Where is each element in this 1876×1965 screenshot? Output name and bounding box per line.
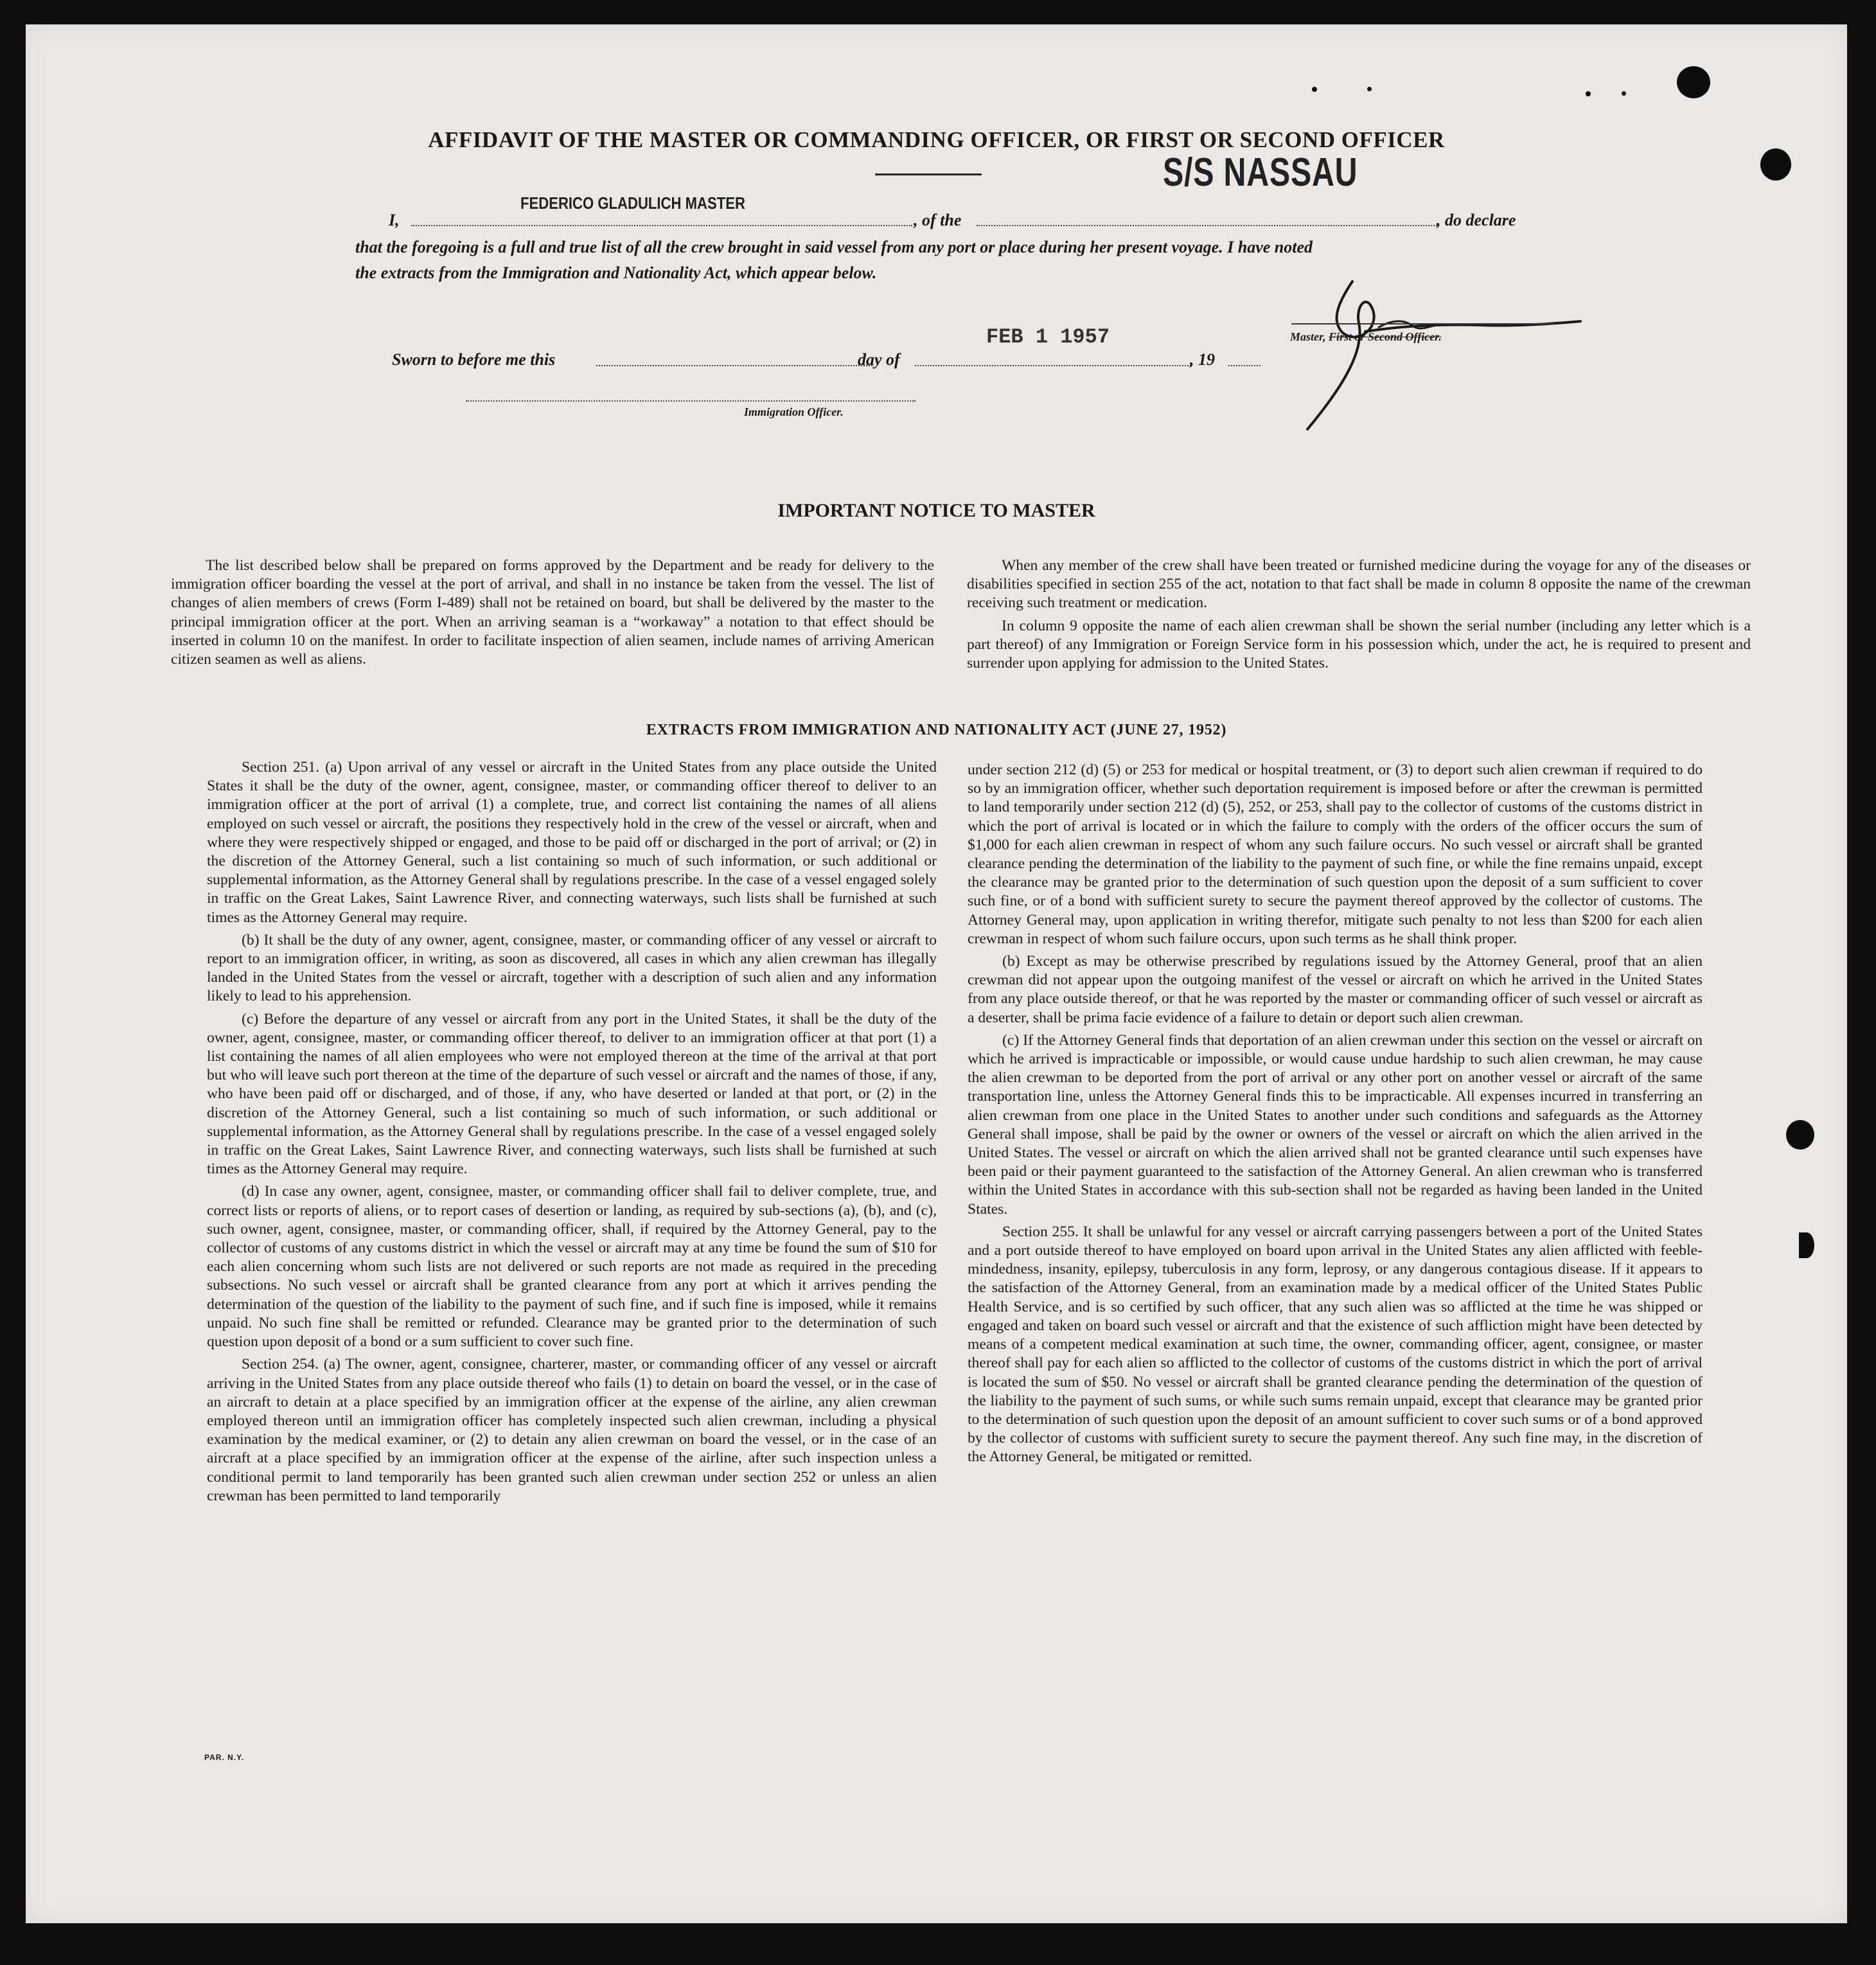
of-the-label: , of the — [914, 211, 962, 229]
section-254-c: (c) If the Attorney General finds that deportation of an alien crewman under this section on the vessel or aircraft on which he arrived is impracticable or impossible, or would cause undue hardship to such alien crewman, he may cause the alien crewman to be deported from the port of arrival or any other port on another vessel or aircraft of the same transportation line, unless the Attorney General finds this to be impracticable. All expenses incurred in transferring an alien crewman from one place in the United States to another under such conditions and safeguards as the Attorney General shall impose, shall be paid by the owner or owners of the vessel or aircraft on which the alien arrived in the United States. The vessel or aircraft on which the alien arrived shall not be granted clearance until such expenses have been paid or their payment guaranteed to the satisfaction of the Attorney General. An alien crewman who is transferred within the United States in accordance with this sub-section shall not be regarded as having been landed in the United States. — [968, 1031, 1703, 1218]
section-254-b: (b) Except as may be otherwise prescribed by regulations issued by the Attorney General, proof that an alien crewman did not appear upon the outgoing manifest of the vessel or aircraft on which he arrived in the United States from any place outside thereof, or that he was reported by the master or commanding officer of such vessel or aircraft as a deserter, shall be prima facie evidence of a failure to detain or deport such alien crewman. — [968, 953, 1703, 1026]
extracts-right-column — [968, 761, 1703, 1471]
section-251-c: (c) Before the departure of any vessel or aircraft from any port in the United States, it shall be the duty of the owner, agent, consignee, master, or commanding officer thereof, to deliver to an immigration officer at that port (1) a list containing the names of all alien employees who were not employed thereon at the time of the arrival at that port but who will leave such port thereon at the time of the departure of such vessel or aircraft and the names of those, if any, who have been paid off or discharged, and of those, if any, who have deserted or landed at that port, or (2) in the discretion of the Attorney General, such a list containing so much of such information, or such additional or supplemental information, as the Attorney General shall by regulations prescribe. In the case of a vessel engaged solely in traffic on the Great Lakes, Saint Lawrence River, and connecting waterways, such lists shall be furnished at such times as the Attorney General may require. — [207, 1010, 937, 1178]
year-label: , 19 — [1190, 350, 1215, 369]
extracts-left-column — [207, 758, 937, 1509]
day-of-label: day of — [858, 350, 900, 369]
section-254-a-continued: under section 212 (d) (5) or 253 for medical or hospital treatment, or (3) to deport such alien crewman if required to do so by an immigration officer, whether such deportation requirement is imposed before or after the crewman is permitted to land temporarily under section 212 (d) (5), 252, or 253, shall pay to the collector of customs of the customs district in which the port of arrival is located or in which the failure to comply with the orders of the officer occurs the sum of $1,000 for each alien crewman in respect of whom any such failure occurs. No such vessel or aircraft shall be granted clearance pending the determination of the liability to the payment of such fine, or while the fine remains unpaid, except the clearance may be granted prior to the determination of such question upon the deposit of a sum sufficient to cover such fine, or of a bond with sufficient surety to secure the payment thereof approved by the collector of customs. The Attorney General may, upon application in writing therefor, mitigate such penalty to not less than $200 for each alien crewman in respect of whom such failure occurs, upon such terms as he shall think proper. — [968, 761, 1703, 947]
vessel-name-stamp: S/S NASSAU — [1163, 150, 1358, 195]
speck — [1312, 87, 1317, 92]
sworn-day-blank — [596, 365, 872, 366]
date-stamp: FEB 1 1957 — [986, 325, 1110, 349]
section-251-b: (b) It shall be the duty of any owner, agent, consignee, master, or commanding officer of any vessel or aircraft to report to an immigration officer, in writing, as soon as discovered, all cases in which any alien crewman has illegally landed in the United States from the vessel or aircraft, together with a description of such alien and any information likely to lead to his apprehension. — [207, 931, 937, 1005]
extracts-title: EXTRACTS FROM IMMIGRATION AND NATIONALITY ACT (JUNE 27, 1952) — [646, 722, 1227, 738]
year-blank — [1228, 365, 1261, 366]
declaration-line-3: the extracts from the Immigration and Nationality Act, which appear below. — [355, 263, 877, 282]
sworn-label: Sworn to before me this — [392, 350, 556, 369]
section-255: Section 255. It shall be unlawful for any vessel or aircraft carrying passengers between a port of the United States and a port outside thereof to have employed on board upon arrival in the United States any alien afflicted with feeble-mindedness, insanity, epilepsy, tuberculosis in any form, leprosy, or any dangerous contagious disease. If it appears to the satisfaction of the Attorney General, from an examination made by a medical officer of the United States Public Health Service, and is so certified by such officer, that any such alien was so afflicted at the time he was shipped or engaged and taken on board such vessel or aircraft and that the existence of such affliction might have been detected by means of a competent medical examination at such time, the owner, commanding officer, agent, consignee, or master thereof shall pay for each alien so afflicted to the collector of customs of the customs district in which the port of arrival is located the sum of $50. No vessel or aircraft shall be granted clearance pending the determination of the question of the liability to the payment of such sums, or while such sums remain unpaid, except that clearance may be granted prior to the determination of such question upon the deposit of an amount sufficient to cover such sums or of a bond approved by the collector of customs with sufficient surety to secure the payment thereof. Any such fine may, in the discretion of the Attorney General, be mitigated or remitted. — [968, 1223, 1703, 1466]
title-rule — [875, 173, 982, 175]
section-254-a: Section 254. (a) The owner, agent, consignee, charterer, master, or commanding officer of any vessel or aircraft arriving in the United States from any place outside thereof who fails (1) to detain on board the vessel, or in the case of an aircraft to detain at a place specified by an immigration officer at the expense of the airline, any alien crewman employed thereon until an immigration officer has completely inspected such alien crewman, including a physical examination by the medical examiner, or (2) to detain any alien crewman on board the vessel, or in the case of an aircraft at a place specified by an immigration officer at the expense of the airline, after such inspection unless a conditional permit to land temporarily has been granted such alien crewman under section 252 or unless an alien crewman has been permitted to land temporarily — [207, 1356, 937, 1504]
notice-left-column — [171, 556, 934, 673]
master-signature — [1269, 262, 1590, 436]
punch-hole-upper — [1760, 148, 1791, 181]
speck — [1622, 91, 1626, 96]
notice-right-paragraph-2: In column 9 opposite the name of each alien crewman shall be shown the serial number (including any letter which is a part thereof) of any Immigration or Foreign Service form in his possession which, under the act, he is required to present and surrender upon applying for admission to the United States. — [967, 617, 1751, 672]
officer-signature-line — [466, 400, 916, 402]
punch-hole-edge — [1799, 1232, 1814, 1258]
section-251-d: (d) In case any owner, agent, consignee, master, or commanding officer shall fail to deliver complete, true, and correct lists or reports of aliens, or to report cases of desertion or landing, as required by sub-sections (a), (b), and (c), such owner, agent, consignee, master, or commanding officer, shall, if required by the Attorney General, pay to the collector of customs of any customs district in which the vessel or aircraft may at any time be found the sum of $10 for each alien concerning whom such lists are not delivered or such reports are not made as required in the preceding subsections. No such vessel or aircraft shall be granted clearance from any port at which it arrives pending the determination of the question of the liability to the payment of such fine, and if such fine is imposed, while it remains unpaid. No such fine shall be remitted or refunded. Clearance may be granted prior to the determination of such question upon deposit of a bond or a sum sufficient to cover such fine. — [207, 1183, 937, 1351]
speck — [1586, 91, 1591, 96]
declarant-name: FEDERICO GLADULICH MASTER — [520, 193, 745, 213]
caption-master: Master, — [1290, 330, 1326, 343]
printer-mark: PAR. N.Y. — [204, 1753, 245, 1762]
declaration-lead: I, — [389, 211, 400, 229]
notice-right-paragraph-1: When any member of the crew shall have been treated or furnished medicine during the voyage for any of the diseases or disabilities specified in section 255 of the act, notation to that fact shall be made in column 8 opposite the name of the crewman receiving such treatment or medication. — [967, 557, 1751, 612]
vessel-blank — [977, 225, 1439, 226]
section-251-a: Section 251. (a) Upon arrival of any vessel or aircraft in the United States from any place outside the United States it shall be the duty of the owner, agent, consignee, master, or commanding officer thereof to deliver to an immigration officer at the port of arrival (1) a complete, true, and correct list containing the names of all aliens employed on such vessel or aircraft, the positions they respectively hold in the crew of the vessel or aircraft, when and where they were respectively shipped or engaged, and those to be paid off or discharged in the port of arrival; or (2) in the discretion of the Attorney General, such a list containing so much of such information, or such additional or supplemental information, as the Attorney General shall by regulations prescribe. In the case of a vessel engaged solely in traffic on the Great Lakes, Saint Lawrence River, and connecting waterways, such lists shall be furnished at such times as the Attorney General may require. — [207, 759, 937, 926]
affidavit-title: AFFIDAVIT OF THE MASTER OR COMMANDING OFFICER, OR FIRST OR SECOND OFFICER — [428, 127, 1445, 152]
document-page — [26, 24, 1847, 1923]
signature-line — [1291, 323, 1555, 325]
name-blank — [411, 225, 912, 226]
caption-struck: First or Second Officer. — [1329, 330, 1442, 343]
do-declare-label: , do declare — [1437, 211, 1516, 229]
notice-left-paragraph: The list described below shall be prepared on forms approved by the Department and be ready for delivery to the immigration officer boarding the vessel at the port of arrival, and shall in no instance be taken from the vessel. The list of changes of alien members of crews (Form I-489) shall not be retained on board, but shall be delivered by the master to the principal immigration officer at the port. When an arriving seaman is a “workaway” a notation to that effect should be inserted in column 10 on the manifest. In order to facilitate inspection of alien seamen, include names of arriving American citizen seamen as well as aliens. — [171, 557, 934, 668]
declaration-line-2: that the foregoing is a full and true list of all the crew brought in said vessel from any port or place during her present voyage. I have noted — [355, 238, 1313, 256]
punch-hole-top — [1677, 66, 1710, 98]
speck — [1367, 87, 1372, 91]
punch-hole-middle — [1786, 1120, 1814, 1150]
notice-title: IMPORTANT NOTICE TO MASTER — [777, 500, 1095, 521]
signature-caption — [1290, 330, 1442, 344]
notice-right-column — [967, 556, 1751, 677]
month-blank — [915, 365, 1191, 366]
officer-caption: Immigration Officer. — [744, 405, 844, 418]
